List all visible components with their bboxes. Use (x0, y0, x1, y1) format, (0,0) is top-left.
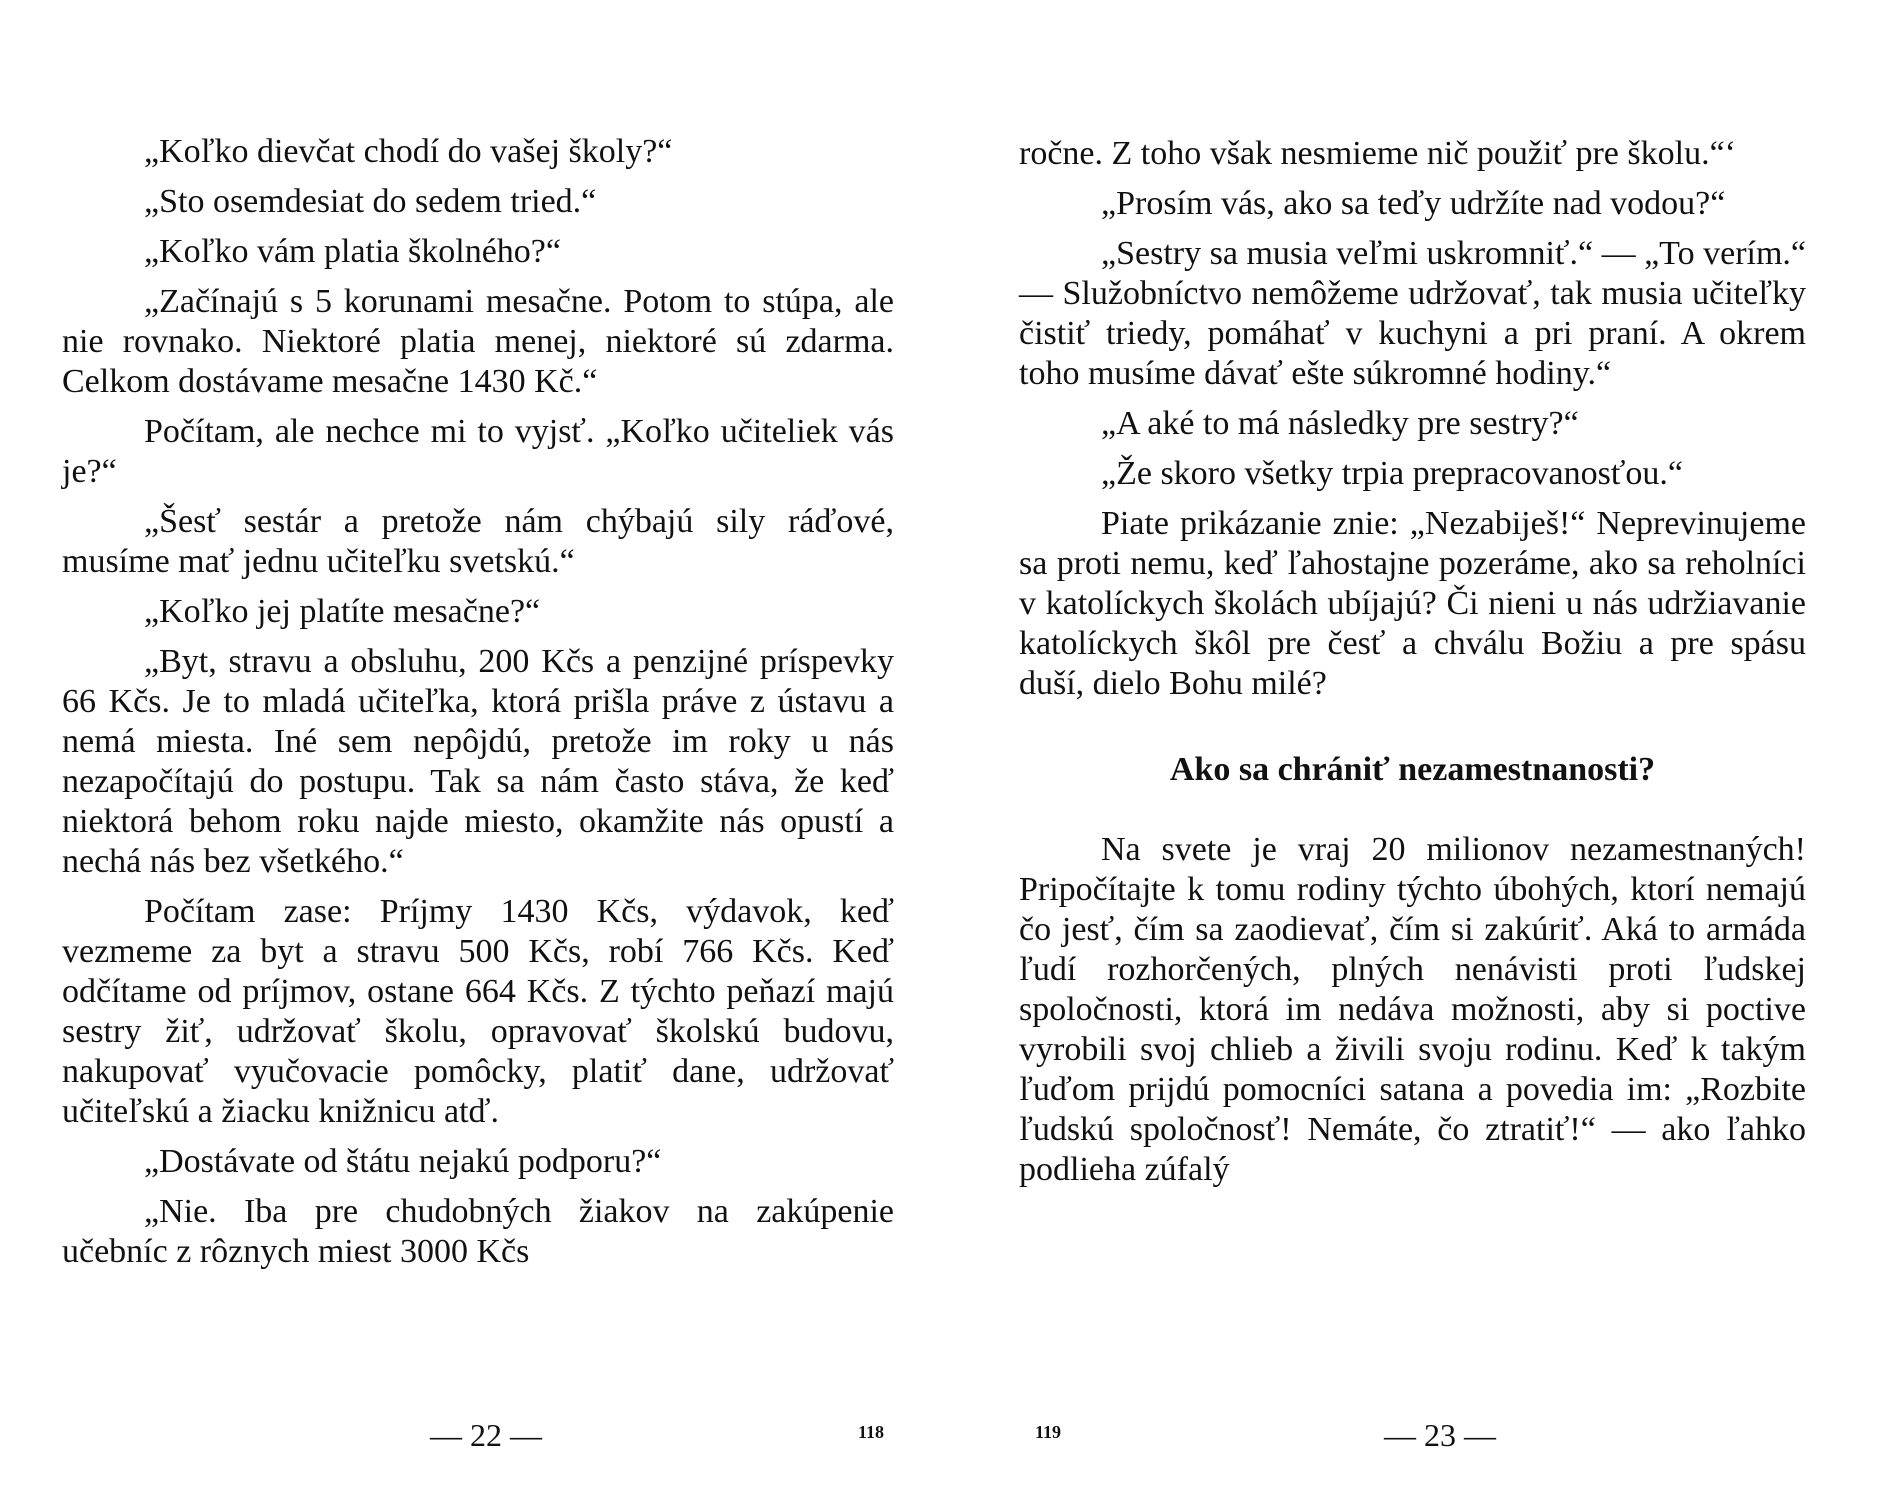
right-page (951, 0, 1902, 1500)
paragraph: Piate prikázanie znie: „Nezabiješ!“ Neprevinujeme sa proti nemu, keď ľahostajne pozeráme, ako sa reholníci v katolíckych školách ubíjajú? Či nieni u nás udržiavanie katolíckych škôl pre česť a chválu Božiu a pre spásu duší, dielo Bohu milé? (1019, 505, 1806, 702)
paragraph: „Sto osemdesiat do sedem tried.“ (144, 183, 597, 220)
paragraph: „Byt, stravu a obsluhu, 200 Kčs a penzijné príspevky 66 Kčs. Je to mladá učiteľka, ktorá prišla práve z ústavu a nemá miesta. Iné sem nepôjdú, pretože im roky u nás nezapočítajú do postupu. Tak sa nám často stáva, že keď niektorá behom roku najde miesto, okamžite nás opustí a nechá nás bez všetkého.“ (62, 643, 894, 880)
paragraph: „Dostávate od štátu nejakú podporu?“ (144, 1143, 662, 1180)
paragraph: „Že skoro všetky trpia prepracovanosťou.“ (1101, 455, 1683, 492)
paragraph: Na svete je vraj 20 milionov nezamestnaných! Pripočítajte k tomu rodiny týchto úbohých, ktorí nemajú čo jesť, čím sa zaodievať, čím si zakúriť. Aká to armáda ľudí rozhorčených, plných nenávisti proti ľudskej spoločnosti, ktorá im nedáva možnosti, aby si poctive vyrobili svoj chlieb a živili svoju rodinu. Keď k takým ľuďom prijdú pomocníci satana a povedia im: „Rozbite ľudskú spoločnosť! Nemáte, čo ztratiť!“ — ako ľahko podlieha zúfalý (1019, 831, 1806, 1188)
page-number: — 22 — (430, 1417, 542, 1453)
paragraph: „Sestry sa musia veľmi uskromniť.“ — „To verím.“ — Služobníctvo nemôžeme udržovať, tak musia učiteľky čistiť triedy, pomáhať v kuchyni a pri praní. A okrem toho musíme dávať ešte súkromné hodiny.“ (1019, 235, 1806, 392)
paragraph: Počítam, ale nechce mi to vyjsť. „Koľko učiteliek vás je?“ (62, 413, 894, 490)
section-heading: Ako sa chrániť nezamestnanosti? (1169, 751, 1656, 788)
folio-number: 119 (1035, 1422, 1062, 1442)
page-number: — 23 — (1384, 1417, 1496, 1453)
paragraph: „Prosím vás, ako sa teďy udržíte nad vodou?“ (1101, 185, 1726, 222)
paragraph: „Koľko jej platíte mesačne?“ (144, 593, 541, 630)
paragraph: Počítam zase: Príjmy 1430 Kčs, výdavok, keď vezmeme za byt a stravu 500 Kčs, robí 766 Kčs. Keď odčítame od príjmov, ostane 664 Kčs. Z týchto peňazí majú sestry žiť, udržovať školu, opravovať školskú budovu, nakupovať vyučovacie pomôcky, platiť dane, udržovať učiteľskú a žiacku knižnicu atď. (62, 893, 894, 1130)
paragraph: „Nie. Iba pre chudobných žiakov na zakúpenie učebníc z rôznych miest 3000 Kčs (62, 1193, 894, 1270)
paragraph: „Koľko dievčat chodí do vašej školy?“ (144, 133, 673, 170)
paragraph: „Koľko vám platia školného?“ (144, 233, 561, 270)
left-text-column (62, 122, 894, 1272)
paragraph: „Začínajú s 5 korunami mesačne. Potom to stúpa, ale nie rovnako. Niektoré platia menej, niektoré sú zdarma. Celkom dostávame mesačne 1430 Kč.“ (62, 283, 894, 400)
right-text-column (1019, 134, 1806, 1190)
folio-number: 118 (858, 1422, 885, 1442)
paragraph: „A aké to má následky pre sestry?“ (1101, 405, 1579, 442)
paragraph: „Šesť sestár a pretože nám chýbajú sily ráďové, musíme mať jednu učiteľku svetskú.“ (62, 503, 894, 580)
paragraph: ročne. Z toho však nesmieme nič použiť pre školu.“‘ (1019, 135, 1736, 172)
